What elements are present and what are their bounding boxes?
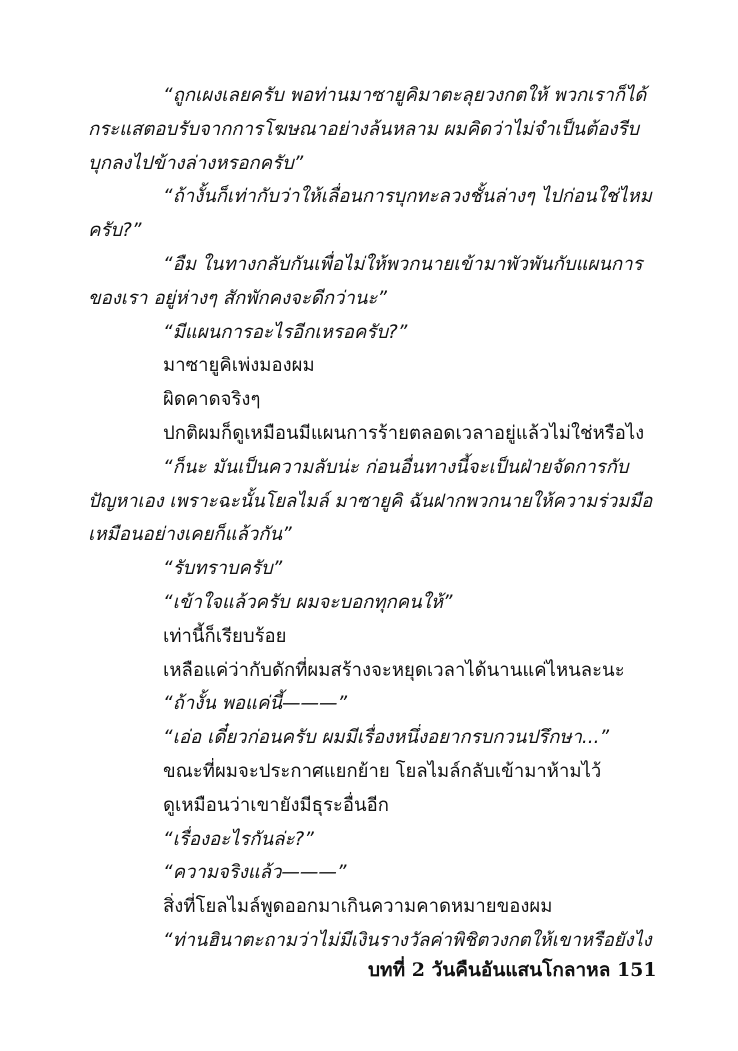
text-line: ปกติผมก็ดูเหมือนมีแผนการร้ายตลอดเวลาอยู่แล้วไม่ใช่หรือไง bbox=[163, 423, 645, 444]
text-line: “เข้าใจแล้วครับ ผมจะบอกทุกคนให้” bbox=[163, 592, 453, 613]
text-line: “เรื่องอะไรกันล่ะ?” bbox=[163, 828, 314, 850]
text-line: “ถ้างั้นก็เท่ากับว่าให้เลื่อนการบุกทะลวงชั้นล่างๆ ไปก่อนใช่ไหม bbox=[163, 186, 652, 208]
text-line: เหลือแค่ว่ากับดักที่ผมสร้างจะหยุดเวลาได้นานแค่ไหนละนะ bbox=[163, 659, 625, 681]
text-line: บุกลงไปข้างล่างหรอกครับ” bbox=[88, 152, 304, 174]
text-line: “อืม ในทางกลับกันเพื่อไม่ให้พวกนายเข้ามาพัวพันกับแผนการ bbox=[163, 254, 643, 275]
text-line: “ท่านฮินาตะถามว่าไม่มีเงินรางวัลค่าพิชิตวงกตให้เขาหรือยังไง bbox=[163, 930, 652, 951]
text-line: ของเรา อยู่ห่างๆ สักพักคงจะดีกว่านะ” bbox=[88, 287, 387, 309]
text-line: “รับทราบครับ” bbox=[163, 558, 283, 580]
text-line: มาซายูคิเพ่งมองผม bbox=[163, 355, 315, 377]
text-line: ครับ?” bbox=[88, 220, 142, 242]
text-line: ปัญหาเอง เพราะฉะนั้นโยลไมล์ มาซายูคิ ฉันฝากพวกนายให้ความร่วมมือ bbox=[88, 490, 653, 512]
text-line: กระแสตอบรับจากการโฆษณาอย่างล้นหลาม ผมคิดว่าไม่จำเป็นต้องรีบ bbox=[88, 118, 640, 140]
text-line: “มีแผนการอะไรอีกเหรอครับ?” bbox=[163, 321, 408, 343]
text-line: ดูเหมือนว่าเขายังมีธุระอื่นอีก bbox=[163, 794, 389, 816]
page-footer: บทที่ 2 วันคืนอันแสนโกลาหล 151 bbox=[368, 959, 657, 981]
text-line: “ความจริงแล้ว———” bbox=[163, 862, 347, 884]
text-line: ผิดคาดจริงๆ bbox=[163, 389, 261, 411]
text-line: เท่านี้ก็เรียบร้อย bbox=[163, 625, 287, 647]
text-line: “เอ่อ เดี๋ยวก่อนครับ ผมมีเรื่องหนึ่งอยากรบกวนปรึกษา...” bbox=[163, 727, 610, 749]
text-line: สิ่งที่โยลไมล์พูดออกมาเกินความคาดหมายของผม bbox=[163, 896, 553, 918]
text-line: เหมือนอย่างเคยก็แล้วกัน” bbox=[88, 524, 292, 546]
text-line: ขณะที่ผมจะประกาศแยกย้าย โยลไมล์กลับเข้ามาห้ามไว้ bbox=[163, 761, 602, 782]
text-line: “ถ้างั้น พอแค่นี้———” bbox=[163, 693, 348, 715]
text-line: “ก็นะ มันเป็นความลับน่ะ ก่อนอื่นทางนี้จะเป็นฝ่ายจัดการกับ bbox=[163, 456, 629, 478]
text-line: “ถูกเผงเลยครับ พอท่านมาซายูคิมาตะลุยวงกตให้ พวกเราก็ได้ bbox=[163, 85, 647, 106]
